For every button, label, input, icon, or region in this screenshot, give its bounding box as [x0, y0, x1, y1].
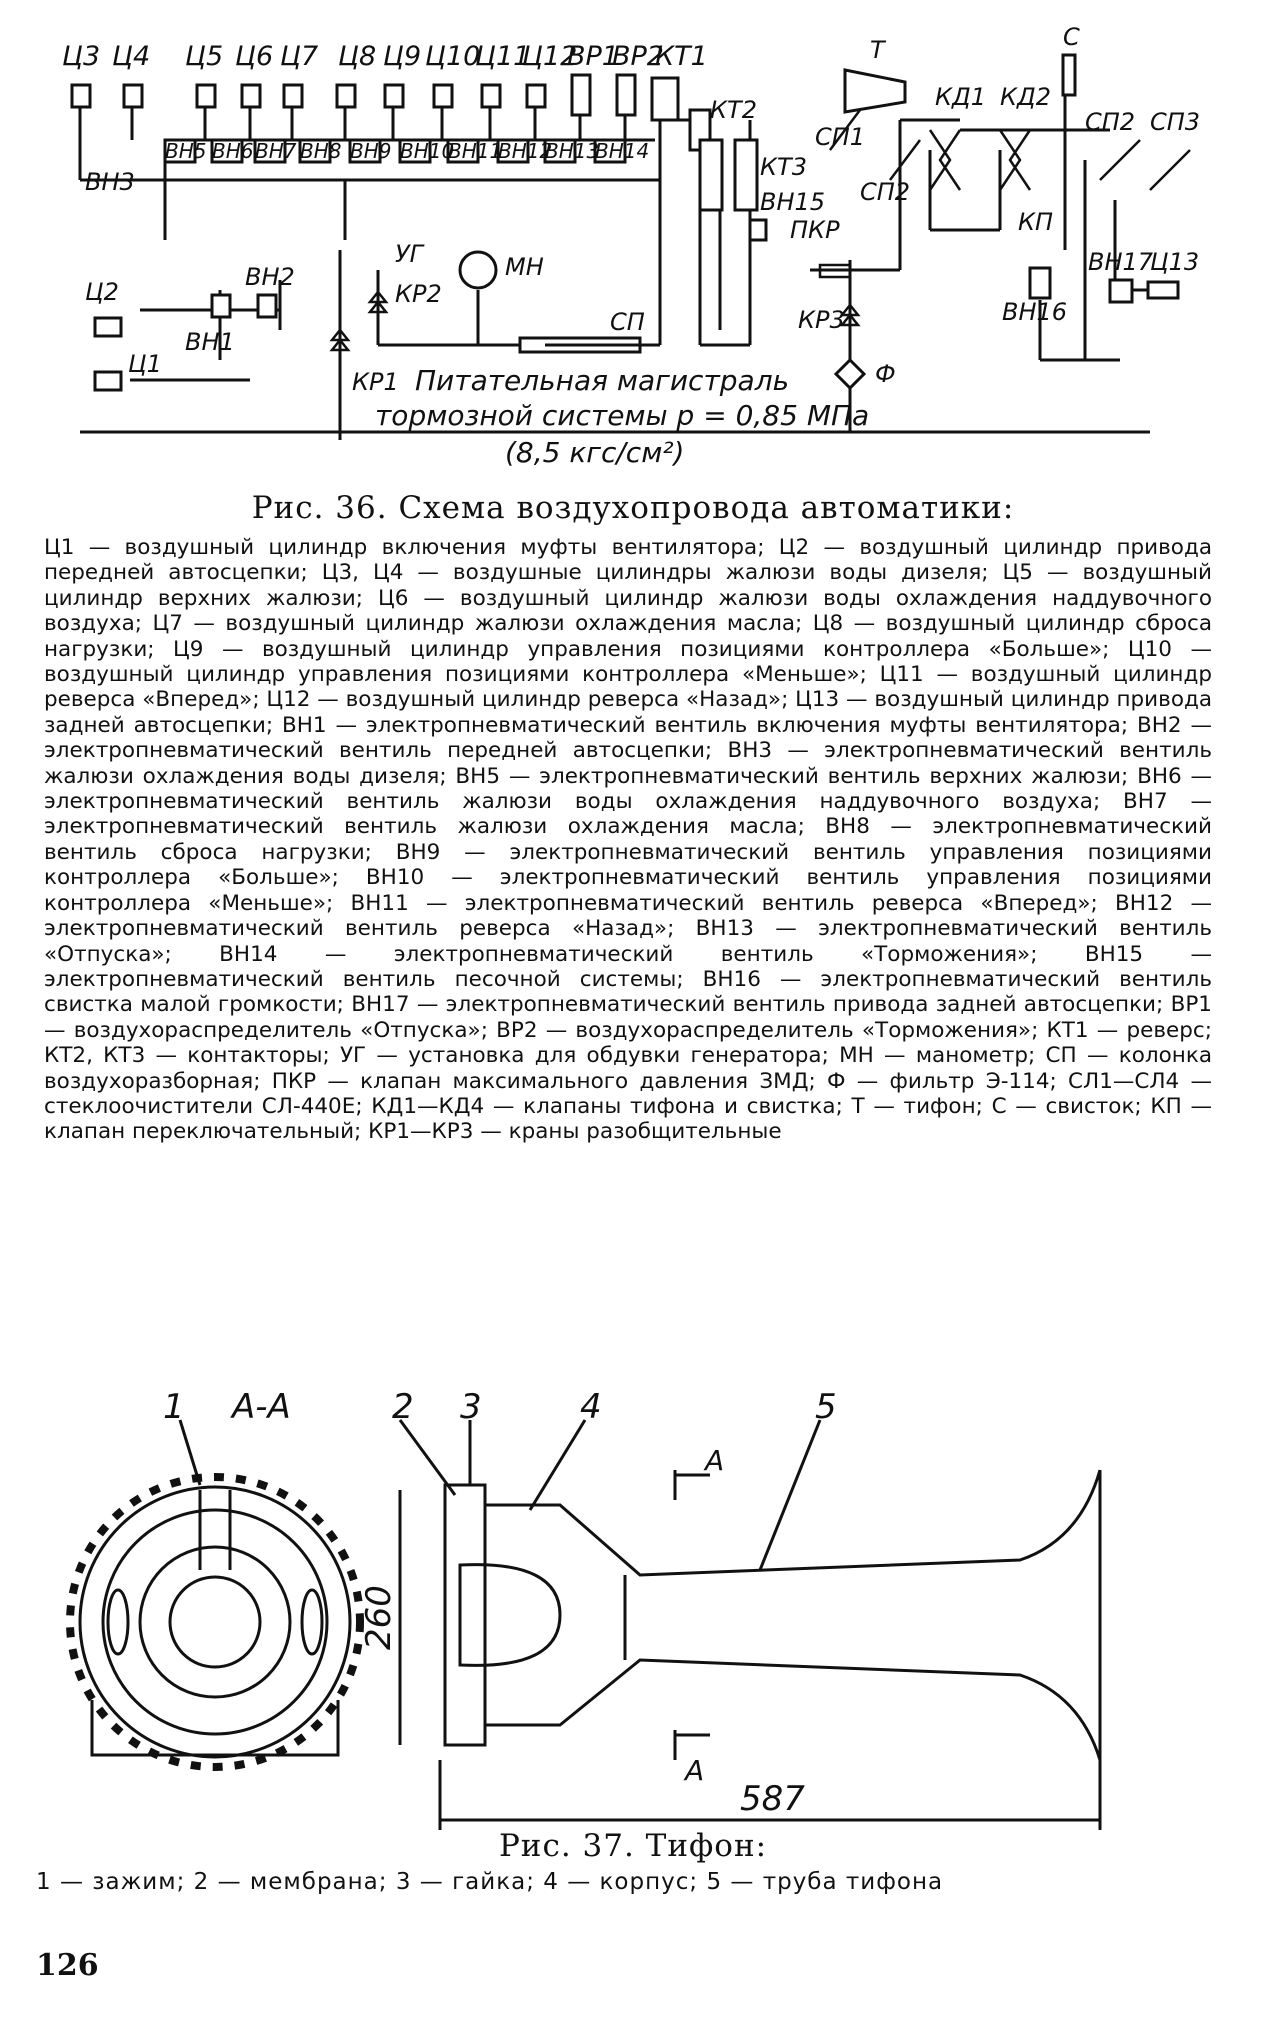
label-c13: Ц13 [1150, 248, 1200, 276]
page-number: 126 [36, 1948, 99, 1983]
label-vn17: ВН17 [1088, 248, 1154, 276]
figure-37-caption: Рис. 37. Тифон: [498, 1828, 768, 1864]
label-f: Ф [875, 360, 896, 388]
label-vn5: ВН5 [165, 139, 207, 163]
label-vn12: ВН12 [498, 139, 553, 163]
label-kd1: КД1 [935, 83, 987, 111]
label-vn9: ВН9 [350, 139, 392, 163]
part-label-2: 2 [392, 1387, 414, 1427]
mainline-text-2: тормозной системы p = 0,85 МПа [375, 399, 870, 432]
label-kt2: КТ2 [710, 96, 757, 124]
label-vn6: ВН6 [212, 139, 254, 163]
air-system-diagram [0, 0, 1266, 470]
figure-36-caption: Рис. 36. Схема воздухопровода автоматики: [251, 490, 1015, 526]
label-sp3: СП3 [1150, 108, 1201, 136]
label-sp2: СП2 [860, 178, 911, 206]
label-vn11: ВН11 [448, 139, 503, 163]
label-vn3: ВН3 [85, 168, 135, 196]
label-c10: Ц10 [425, 41, 481, 72]
label-c2: Ц2 [85, 278, 119, 306]
dim-height: 260 [359, 1585, 399, 1650]
label-sp: СП [610, 308, 645, 336]
part-label-4: 4 [580, 1387, 602, 1427]
label-kt3: КТ3 [760, 153, 807, 181]
label-kt1: КТ1 [655, 41, 708, 72]
section-mark-bottom: А [685, 1754, 705, 1787]
label-vn14: ВН14 [595, 139, 650, 163]
tifon-drawing [0, 1360, 1266, 1830]
label-c9: Ц9 [383, 41, 422, 72]
label-c11: Ц11 [475, 41, 531, 72]
label-t: Т [870, 36, 885, 64]
label-c5: Ц5 [185, 41, 224, 72]
part-label-3: 3 [460, 1387, 482, 1427]
label-vn15: ВН15 [760, 188, 826, 216]
label-c6: Ц6 [235, 41, 274, 72]
label-sp1: СП1 [815, 123, 866, 151]
label-vn7: ВН7 [255, 139, 297, 163]
mainline-text-1: Питательная магистраль [415, 364, 790, 397]
label-vn13: ВН13 [545, 139, 600, 163]
label-mn: МН [505, 253, 544, 281]
label-pkr: ПКР [790, 216, 840, 244]
mainline-text-3: (8,5 кгс/см²) [505, 436, 685, 469]
label-vr1: ВР1 [567, 41, 619, 72]
label-kr3: КР3 [798, 306, 845, 334]
label-vn1: ВН1 [185, 328, 235, 356]
label-c8: Ц8 [338, 41, 377, 72]
label-vr2: ВР2 [612, 41, 664, 72]
figure-36-legend: Ц1 — воздушный цилиндр включения муфты вентилятора; Ц2 — воздушный цилиндр привода передней автосцепки; Ц3, Ц4 — воздушные цилиндры жалюзи воды дизеля; Ц5 — воздушный цилиндр верхних жалюзи; Ц6 — воздушный цилиндр жалюзи воды охлаждения наддувочного воздуха; Ц7 — воздушный цилиндр жалюзи охлаждения масла; Ц8 — воздушный цилиндр сброса нагрузки; Ц9 — воздушный цилиндр управления позициями контроллера «Больше»; Ц10 — воздушный цилиндр управления позициями контроллера «Меньше»; Ц11 — воздушный цилиндр реверса «Вперед»; Ц12 — воздушный цилиндр реверса «Назад»; Ц13 — воздушный цилиндр привода задней автосцепки; ВН1 — электропневматический вентиль включения муфты вентилятора; ВН2 — электропневматический вентиль передней автосцепки; ВН3 — электропневматический вентиль жалюзи охлаждения воды дизеля; ВН5 — электропневматический вентиль верхних жалюзи; ВН6 — электропневматический вентиль жалюзи воды охлаждения наддувочного воздуха; ВН7 — электропневматический вентиль жалюзи охлаждения масла; ВН8 — электропневматический вентиль сброса нагрузки; ВН9 — электропневматический вентиль управления позициями контроллера «Больше»; ВН10 — электропневматический вентиль управления позициями контроллера «Меньше»; ВН11 — электропневматический вентиль реверса «Вперед»; ВН12 — электропневматический вентиль реверса «Назад»; ВН13 — электропневматический вентиль «Отпуска»; ВН14 — электропневматический вентиль «Торможения»; ВН15 — электропневматический вентиль песочной системы; ВН16 — электропневматический вентиль свистка малой громкости; ВН17 — электропневматический вентиль привода задней автосцепки; ВР1 — воздухораспределитель «Отпуска»; ВР2 — воздухораспределитель «Торможения»; КТ1 — реверс; КТ2, КТ3 — контакторы; УГ — установка для обдувки генератора; МН — манометр; СП — колонка воздухоразборная; ПКР — клапан максимального давления ЗМД; Ф — фильтр Э-114; СЛ1—СЛ4 — стеклоочистители СЛ-440Е; КД1—КД4 — клапаны тифона и свистка; Т — тифон; С — свисток; КП — клапан переключательный; КР1—КР3 — краны разобщительные [44, 535, 1213, 1145]
section-label-aa: А-А [232, 1387, 291, 1427]
figure-37-legend: 1 — зажим; 2 — мембрана; 3 — гайка; 4 — корпус; 5 — труба тифона [36, 1869, 944, 1895]
label-vn10: ВН10 [400, 139, 455, 163]
label-kr2: КР2 [395, 280, 442, 308]
label-c: С [1063, 23, 1080, 51]
label-c7: Ц7 [280, 41, 319, 72]
label-vn8: ВН8 [300, 139, 342, 163]
label-vn16: ВН16 [1002, 298, 1068, 326]
label-c1: Ц1 [128, 350, 162, 378]
label-kr1: КР1 [352, 368, 399, 396]
label-kp: КП [1018, 208, 1054, 236]
label-kd2: КД2 [1000, 83, 1052, 111]
dim-length: 587 [740, 1779, 805, 1819]
label-c3: Ц3 [62, 41, 101, 72]
label-ug: УГ [395, 240, 423, 268]
label-c12: Ц12 [522, 41, 578, 72]
part-label-5: 5 [815, 1387, 837, 1427]
label-c4: Ц4 [112, 41, 151, 72]
label-sp2-right: СП2 [1085, 108, 1136, 136]
section-mark-top: А [705, 1444, 725, 1477]
label-vn2: ВН2 [245, 263, 295, 291]
part-label-1: 1 [163, 1387, 185, 1427]
